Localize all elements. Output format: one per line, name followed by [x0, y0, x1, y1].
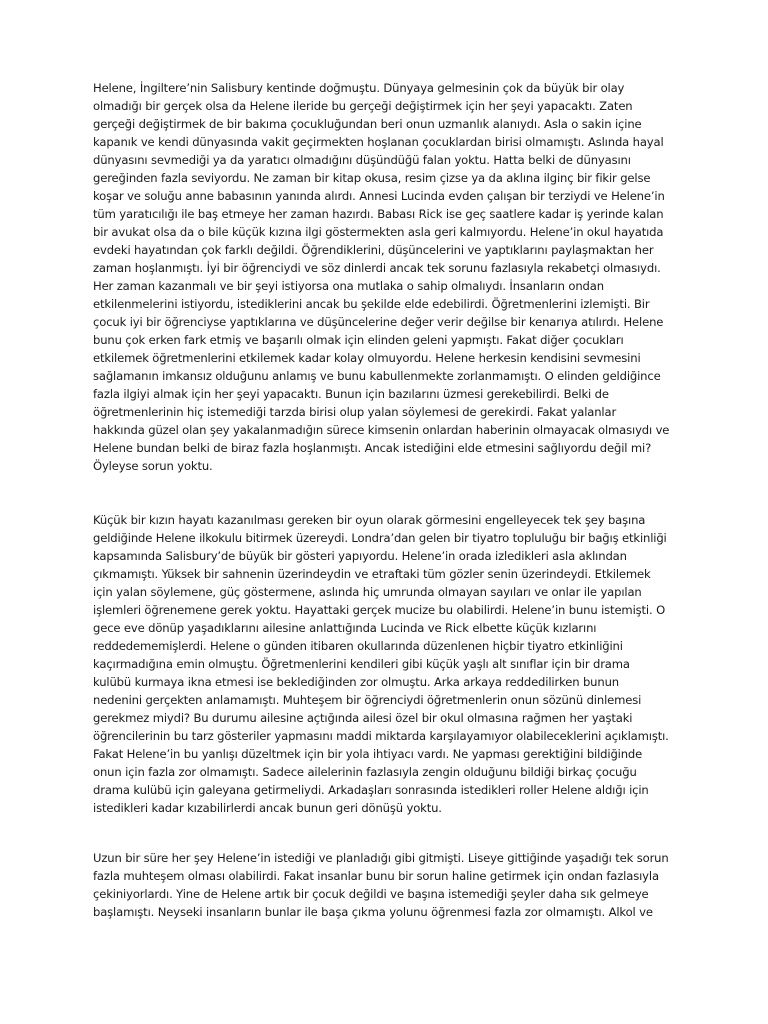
paragraph-3: Uzun bir süre her şey Helene’in istediği ve planladığı gibi gitmişti. Liseye gittiğinde yaşadığı tek sorun fazla muhteşem olması olabilirdi. Fakat insanlar bunu bir sorun haline getirmek için ondan fazlasıyla çekiniyorlardı. Yine de Helene artık bir çocuk değildi ve başına istemediği şeyler daha sık gelmeye başlamıştı. Neyseki insanların bunlar ile başa çıkma yolunu öğrenmesi fazla zor olmamıştı. Alkol ve [93, 851, 669, 919]
paragraph-2: Küçük bir kızın hayatı kazanılması gereken bir oyun olarak görmesini engelleyecek tek şey başına geldiğinde Helene ilkokulu bitirmek üzereydi. Londra’dan gelen bir tiyatro topluluğu bir bağış etkinliği kapsamında Salisbury’de büyük bir gösteri yapıyordu. Helene’in orada izledikleri asla aklından çıkmamıştı. Yüksek bir sahnenin üzerindeydin ve etraftaki tüm gözler senin üzerindeydi. Etkilemek için yalan söylemene, güç göstermene, aslında hiç umrunda olmayan sayıları ve onlar ile yapılan işlemleri öğrenemene gerek yoktu. Hayattaki gerçek mucize bu olabilirdi. Helene’in bunu istemişti. O gece eve dönüp yaşadıklarını ailesine anlattığında Lucinda ve Rick elbette küçük kızlarını reddedememişlerdi. Helene o günden itibaren okullarında düzenlenen hiçbir tiyatro etkinliğini kaçırmadığına emin olmuştu. Öğretmenlerini kendileri gibi küçük yaşlı alt sınıflar için bir drama kulübü kurmaya ikna etmesi ise beklediğinden zor olmuştu. Arka arkaya reddedilirken bunun nedenini gerçekten anlamamıştı. Muhteşem bir öğrenciydi öğretmenlerin onun sözünü dinlemesi gerekmez miydi? Bu durumu ailesine açtığında ailesi özel bir okul olmasına rağmen her yaştaki öğrencilerinin bu tarz gösteriler yapmasını maddi miktarda karşılayamıyor olabileceklerini açıklamıştı. Fakat Helene’in bu yanlışı düzeltmek için bir yola ihtiyacı vardı. Ne yapması gerektiğini bildiğinde onun için fazla zor olmamıştı. Sadece ailelerinin fazlasıyla zengin olduğunu bildiği birkaç çocuğu drama kulübü için galeyana getirmeliydi. Arkadaşları sonrasında istedikleri roller Helene aldığı için istedikleri kadar kızabilirlerdi ancak bunun geri dönüşü yoktu. [93, 513, 669, 815]
paragraph-1: Helene, İngiltere’nin Salisbury kentinde doğmuştu. Dünyaya gelmesinin çok da büyük bir olay olmadığı bir gerçek olsa da Helene ileride bu gerçeği değiştirmek için her şeyi yapacaktı. Zaten gerçeği değiştirmek de bir bakıma çocukluğundan beri onun uzmanlık alanıydı. Asla o sakin içine kapanık ve kendi dünyasında vakit geçirmekten hoşlanan çocuklardan birisi olmamıştı. Aslında hayal dünyasını sevmediği ya da yaratıcı olmadığını düşündüğü falan yoktu. Hatta belki de dünyasını gereğinden fazla seviyordu. Ne zaman bir kitap okusa, resim çizse ya da aklına ilginç bir fikir gelse koşar ve soluğu anne babasının yanında alırdı. Annesi Lucinda evden çalışan bir terziydi ve Helene’in tüm yaratıcılığı ile baş etmeye her zaman hazırdı. Babası Rick ise geç saatlere kadar iş yerinde kalan bir avukat olsa da o bile küçük kızına ilgi göstermekten asla geri kalmıyordu. Helene’in okul hayatıda evdeki hayatından çok farklı değildi. Öğrendiklerini, düşüncelerini ve yaptıklarını paylaşmaktan her zaman hoşlanmıştı. İyi bir öğrenciydi ve söz dinlerdi ancak tek sorunu fazlasıyla rekabetçi olmasıydı. Her zaman kazanmalı ve bir şeyi istiyorsa ona mutlaka o sahip olmalıydı. İnsanların ondan etkilenmelerini istiyordu, istediklerini ancak bu şekilde elde edebilirdi. Öğretmenlerini izlemişti. Bir çocuk iyi bir öğrenciyse yaptıklarına ve düşüncelerine değer verir değilse bir kenarıya atılırdı. Helene bunu çok erken fark etmiş ve başarılı olmak için elinden geleni yapmıştı. Fakat diğer çocukları etkilemek öğretmenlerini etkilemek kadar kolay olmuyordu. Helene herkesin kendisini sevmesini sağlamanın imkansız olduğunu anlamış ve bunu kabullenmekte zorlanmamıştı. O elinden geldiğince fazla ilgiyi almak için her şeyi yapacaktı. Bunun için bazılarını üzmesi gerekebilirdi. Belki de öğretmenlerinin hiç istemediği tarzda birisi olup yalan söylemesi de gerekirdi. Fakat yalanlar hakkında güzel olan şey yakalanmadığın sürece kimsenin onlardan haberinin olmayacak olmasıydı ve Helene bundan belki de biraz fazla hoşlanmıştı. Ancak istediğini elde etmesini sağlıyordu değil mi? Öyleyse sorun yoktu. [93, 81, 670, 473]
